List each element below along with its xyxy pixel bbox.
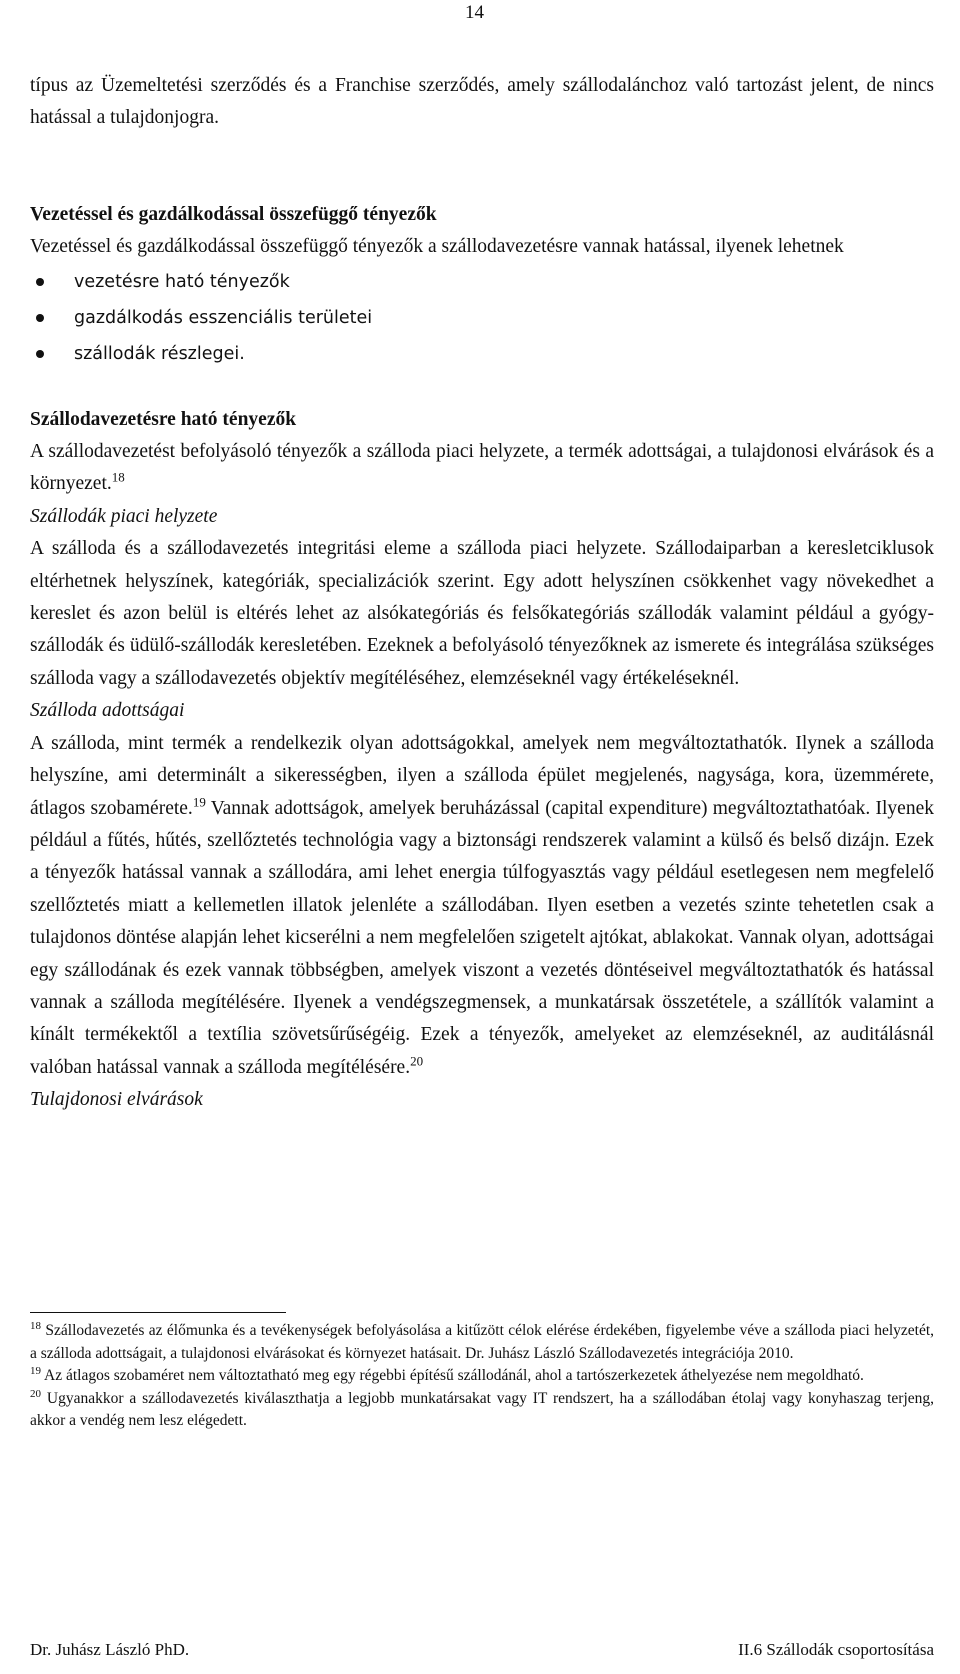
section-heading-hotel-management-factors: Szállodavezetésre ható tényezők (30, 408, 297, 430)
footnote-ref-19[interactable]: 19 (192, 794, 206, 809)
subheading-market-position: Szállodák piaci helyzete (30, 505, 218, 527)
footnote-ref-20[interactable]: 20 (410, 1053, 424, 1069)
bullet-dot-icon (36, 278, 44, 286)
section-factors-text: A szállodavezetést befolyásoló tényezők a szálloda piaci helyzete, a termék adottságai, a tulajdonosi elvárások és a környezet.$^{18}$ (30, 441, 934, 495)
footnotes (30, 1320, 934, 1433)
footer-author: Dr. Juhász László PhD. (30, 1640, 190, 1659)
footnote-20: $^{20}$ Ugyanakkor a szállodavezetés kiválaszthatja a legjobb munkatársakat vagy IT rendszert, ha a szállodában étolaj vagy konyhaszag terjeng, akkor a vendég nem lesz elégedett. (30, 1387, 934, 1429)
bullet-item: gazdálkodás esszenciális területei (74, 300, 934, 336)
footnote-19: $^{19}$ Az átlagos szobaméret nem változtatható meg egy régebbi építésű szállodánál, ahol a tartószerkezetek áthelyezése nem megoldható. (30, 1364, 864, 1384)
page-body (30, 70, 935, 1429)
section-heading-management: Vezetéssel és gazdálkodással összefüggő tényezők (30, 203, 437, 225)
subheading-hotel-attributes: Szálloda adottságai (30, 700, 185, 722)
footnote-ref-18[interactable]: 18 (111, 469, 125, 485)
section-management-text: Vezetéssel és gazdálkodással összefüggő tényezők a szállodavezetésre vannak hatással, ilyenek lehetnek (30, 236, 844, 258)
footer-chapter: II.6 Szállodák csoportosítása (738, 1640, 934, 1659)
bullet-item: szállodák részlegei. (74, 336, 934, 372)
market-position-text: A szálloda és a szállodavezetés integritási eleme a szálloda piaci helyzete. Szállodaiparban a keresletciklusok eltérhetnek helyszínek, kategóriák, specializációk szerint. Egy adott helyszínen csökkenhet vagy növekedhet a kereslet és azon belül is eltérés lehet az alsókategóriás és felsőkategóriás szállodák valamint például a gyógy-szállodák és üdülő-szállodák keresletében. Ezeknek a befolyásoló tényezőknek az ismerete és integrálása szükséges szálloda vagy a szállodavezetés objektív megítéléséhez, elemzéseknél vagy értékeléseknél. (30, 538, 934, 689)
footnote-18: $^{18}$ Szállodavezetés az élőmunka és a tevékenységek befolyásolása a kitűzött célok elérése érdekében, figyelembe véve a szálloda piaci helyzetét, a szálloda adottságait, a tulajdonosi elvárásokat és környezet hatásait. Dr. Juhász László Szállodavezetés integrációja 2010. (30, 1319, 935, 1362)
bullet-item: vezetésre ható tényezők (74, 264, 934, 300)
bullet-dot-icon (36, 314, 44, 322)
factor-bullet-list (30, 264, 934, 372)
bullet-dot-icon (36, 350, 44, 358)
subheading-owner-expectations: Tulajdonosi elvárások (30, 1089, 203, 1111)
intro-paragraph: típus az Üzemeltetési szerződés és a Franchise szerződés, amely szállodalánchoz való tartozást jelent, de nincs hatással a tulajdonjogra. (30, 75, 934, 129)
footnote-separator (30, 1312, 286, 1313)
hotel-attributes-text: A szálloda, mint termék a rendelkezik olyan adottságokkal, amelyek nem megváltoztathatók. Ilynek a szálloda helyszíne, ami determinált a sikerességben, ilyen a szálloda épület megjelenés, nagysága, kora, üzemmérete, átlagos szobamérete.$^{19}$ Vannak adottságok, amelyek beruházással (capital expenditure) megváltoztathatóak. Ilyenek például a fűtés, hűtés, szellőztetés technológia vagy a biztonsági rendszerek valamint a külső és belső dizájn. Ezek a tényezők hatással vannak a szállodára, ami lehet energia túlfogyasztás vagy például esetlegesen nem megfelelő szellőztetés miatt a kellemetlen illatok jelenléte a szállodában. Ilyen esetben a vezetés szinte tehetetlen csak a tulajdonos döntése alapján lehet kicserélni a nem megfelelően szigetelt ajtókat, ablakokat. Vannak olyan, adottságai egy szállodának és ezek vannak többségben, amelyek viszont a vezetés döntéseivel megváltoztathatók és hatással vannak a szálloda megítélésére. Ilyenek a vendégszegmensek, a munkatársak összetétele, a szállítók valamint a kínált termékektől a textília szövetsűrűségéig. Ezek a tényezők, amelyeket az elemzéseknél, az auditálásnál valóban hatással vannak a szálloda megítélésére.$^{20}$ (30, 732, 934, 1078)
page-number: 14 (465, 2, 484, 23)
